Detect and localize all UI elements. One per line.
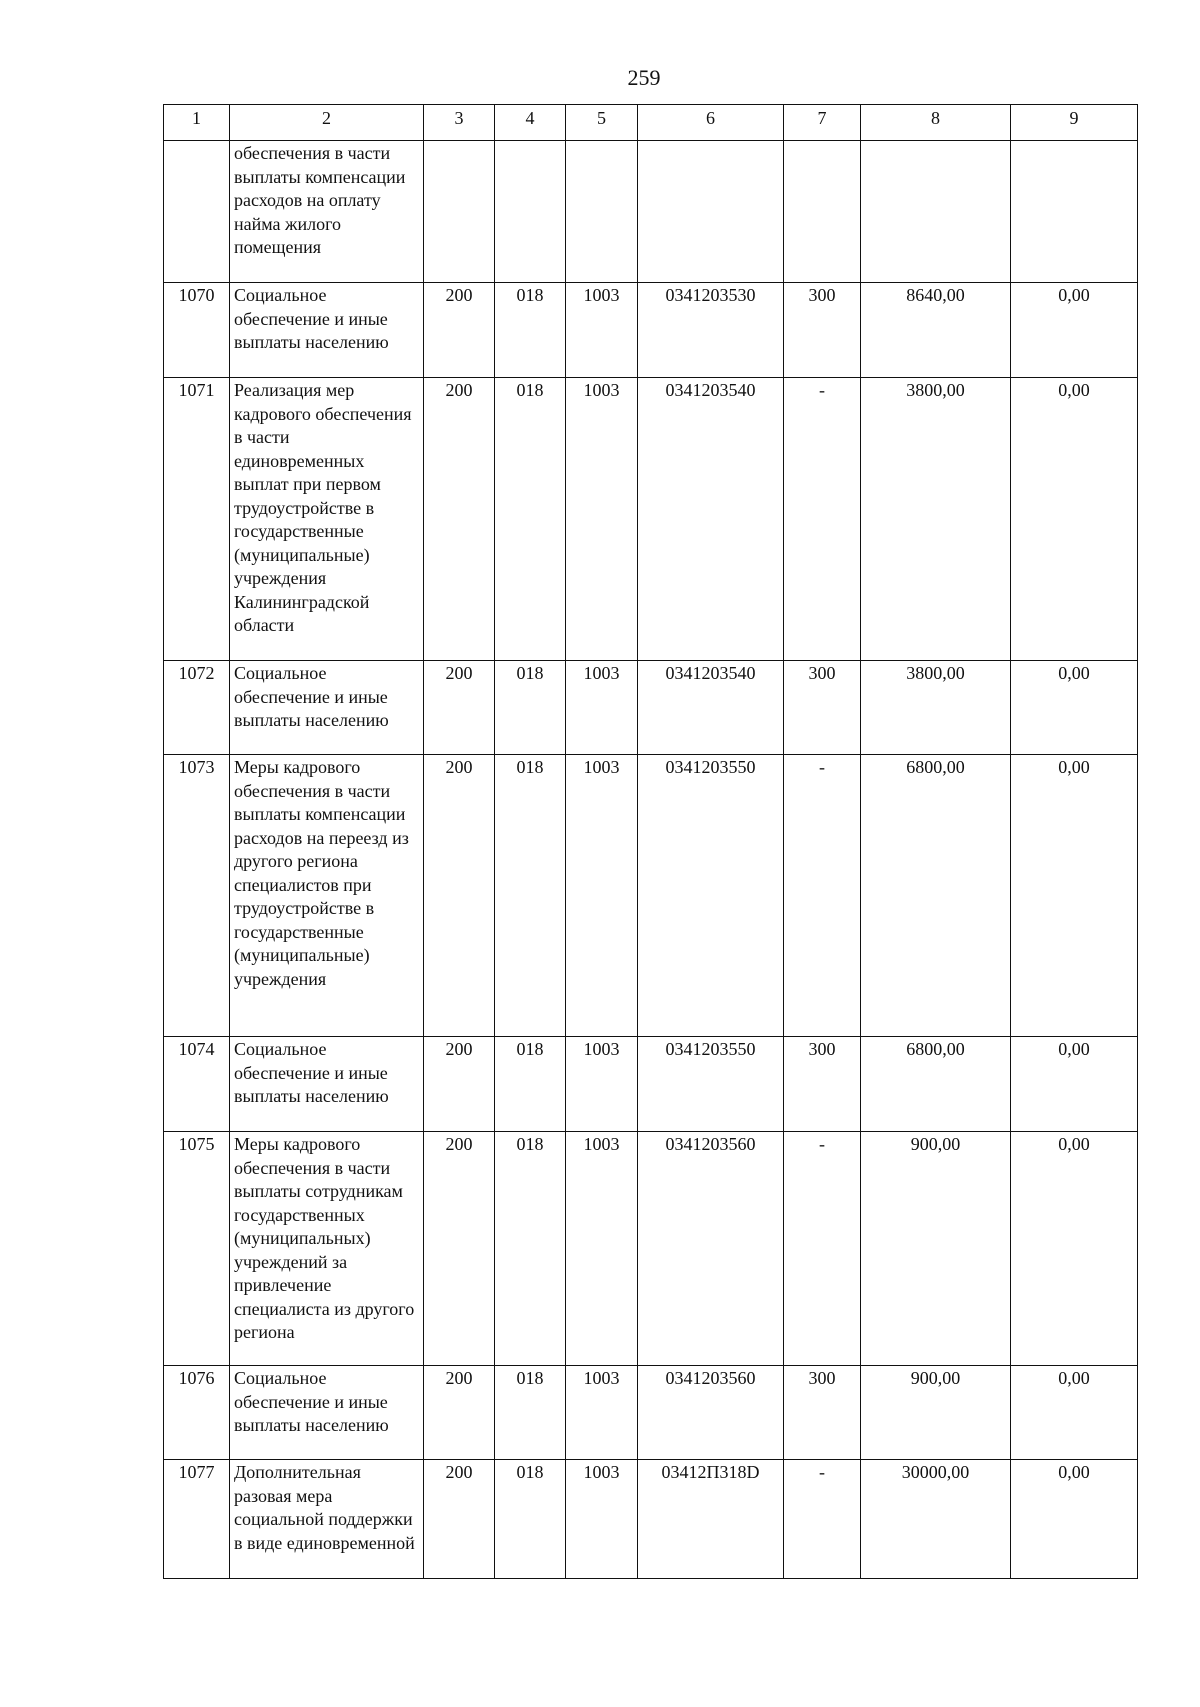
amount-cell-2: 0,00 [1011, 755, 1138, 1037]
column-header: 7 [784, 105, 861, 141]
amount-cell-2: 0,00 [1011, 1366, 1138, 1460]
section-code-cell [566, 141, 638, 283]
amount-cell: 30000,00 [861, 1460, 1011, 1579]
ministry-code-cell: 018 [495, 283, 566, 378]
amount-cell-2: 0,00 [1011, 1460, 1138, 1579]
table-row [164, 755, 1138, 1037]
row-number-cell: 1072 [164, 661, 230, 755]
admin-code-cell: 200 [424, 755, 495, 1037]
item-name-cell: Социальное обеспечение и иные выплаты населению [230, 283, 424, 378]
row-number-cell [164, 141, 230, 283]
row-number-cell: 1077 [164, 1460, 230, 1579]
ministry-code-cell: 018 [495, 1037, 566, 1132]
ministry-code-cell: 018 [495, 1132, 566, 1366]
target-article-cell [638, 141, 784, 283]
amount-cell-2: 0,00 [1011, 1132, 1138, 1366]
section-code-cell: 1003 [566, 283, 638, 378]
column-header: 3 [424, 105, 495, 141]
ministry-code-cell: 018 [495, 378, 566, 661]
admin-code-cell [424, 141, 495, 283]
admin-code-cell: 200 [424, 1460, 495, 1579]
admin-code-cell: 200 [424, 661, 495, 755]
amount-cell: 6800,00 [861, 755, 1011, 1037]
amount-cell: 6800,00 [861, 1037, 1011, 1132]
item-name-cell: Социальное обеспечение и иные выплаты населению [230, 1366, 424, 1460]
column-header: 5 [566, 105, 638, 141]
expense-type-cell: - [784, 1460, 861, 1579]
table-row [164, 1366, 1138, 1460]
amount-cell-2: 0,00 [1011, 283, 1138, 378]
target-article-cell: 0341203540 [638, 661, 784, 755]
section-code-cell: 1003 [566, 378, 638, 661]
expense-type-cell [784, 141, 861, 283]
target-article-cell: 0341203530 [638, 283, 784, 378]
section-code-cell: 1003 [566, 755, 638, 1037]
expense-type-cell: 300 [784, 283, 861, 378]
expense-type-cell: - [784, 755, 861, 1037]
expense-type-cell: 300 [784, 1366, 861, 1460]
admin-code-cell: 200 [424, 1037, 495, 1132]
expense-type-cell: - [784, 1132, 861, 1366]
amount-cell: 900,00 [861, 1132, 1011, 1366]
section-code-cell: 1003 [566, 661, 638, 755]
item-name-cell: Социальное обеспечение и иные выплаты населению [230, 1037, 424, 1132]
row-number-cell: 1074 [164, 1037, 230, 1132]
item-name-cell: Социальное обеспечение и иные выплаты населению [230, 661, 424, 755]
amount-cell-2: 0,00 [1011, 661, 1138, 755]
ministry-code-cell: 018 [495, 1460, 566, 1579]
column-header: 2 [230, 105, 424, 141]
ministry-code-cell: 018 [495, 1366, 566, 1460]
target-article-cell: 03412П318D [638, 1460, 784, 1579]
table-header-row [164, 105, 1138, 141]
admin-code-cell: 200 [424, 378, 495, 661]
table-row [164, 1460, 1138, 1579]
amount-cell: 3800,00 [861, 661, 1011, 755]
table-row [164, 378, 1138, 661]
column-header: 4 [495, 105, 566, 141]
amount-cell-2: 0,00 [1011, 1037, 1138, 1132]
table-body [164, 141, 1138, 1579]
amount-cell: 900,00 [861, 1366, 1011, 1460]
column-header: 1 [164, 105, 230, 141]
table-row [164, 141, 1138, 283]
section-code-cell: 1003 [566, 1460, 638, 1579]
row-number-cell: 1070 [164, 283, 230, 378]
item-name-cell: Дополнительная разовая мера социальной поддержки в виде единовременной [230, 1460, 424, 1579]
target-article-cell: 0341203540 [638, 378, 784, 661]
expense-type-cell: 300 [784, 661, 861, 755]
column-header: 9 [1011, 105, 1138, 141]
item-name-cell: Меры кадрового обеспечения в части выплаты сотрудникам государственных (муниципальных) учреждений за привлечение специалиста из другого региона [230, 1132, 424, 1366]
admin-code-cell: 200 [424, 283, 495, 378]
row-number-cell: 1071 [164, 378, 230, 661]
column-header: 8 [861, 105, 1011, 141]
section-code-cell: 1003 [566, 1037, 638, 1132]
expense-type-cell: 300 [784, 1037, 861, 1132]
section-code-cell: 1003 [566, 1366, 638, 1460]
row-number-cell: 1075 [164, 1132, 230, 1366]
ministry-code-cell [495, 141, 566, 283]
expense-type-cell: - [784, 378, 861, 661]
table-row [164, 283, 1138, 378]
row-number-cell: 1076 [164, 1366, 230, 1460]
target-article-cell: 0341203560 [638, 1366, 784, 1460]
amount-cell-2 [1011, 141, 1138, 283]
amount-cell-2: 0,00 [1011, 378, 1138, 661]
section-code-cell: 1003 [566, 1132, 638, 1366]
item-name-cell: Меры кадрового обеспечения в части выплаты компенсации расходов на переезд из другого региона специалистов при трудоустройстве в государственные (муниципальные) учреждения [230, 755, 424, 1037]
column-header: 6 [638, 105, 784, 141]
amount-cell: 3800,00 [861, 378, 1011, 661]
page-number: 259 [627, 65, 661, 90]
amount-cell [861, 141, 1011, 283]
target-article-cell: 0341203550 [638, 1037, 784, 1132]
ministry-code-cell: 018 [495, 661, 566, 755]
admin-code-cell: 200 [424, 1366, 495, 1460]
target-article-cell: 0341203550 [638, 755, 784, 1037]
row-number-cell: 1073 [164, 755, 230, 1037]
item-name-cell: Реализация мер кадрового обеспечения в части единовременных выплат при первом трудоустройстве в государственные (муниципальные) учреждения Калининградской области [230, 378, 424, 661]
ministry-code-cell: 018 [495, 755, 566, 1037]
target-article-cell: 0341203560 [638, 1132, 784, 1366]
item-name-cell: обеспечения в части выплаты компенсации расходов на оплату найма жилого помещения [230, 141, 424, 283]
amount-cell: 8640,00 [861, 283, 1011, 378]
table-row [164, 1132, 1138, 1366]
admin-code-cell: 200 [424, 1132, 495, 1366]
table-row [164, 661, 1138, 755]
table-row [164, 1037, 1138, 1132]
budget-table [163, 104, 1138, 1579]
